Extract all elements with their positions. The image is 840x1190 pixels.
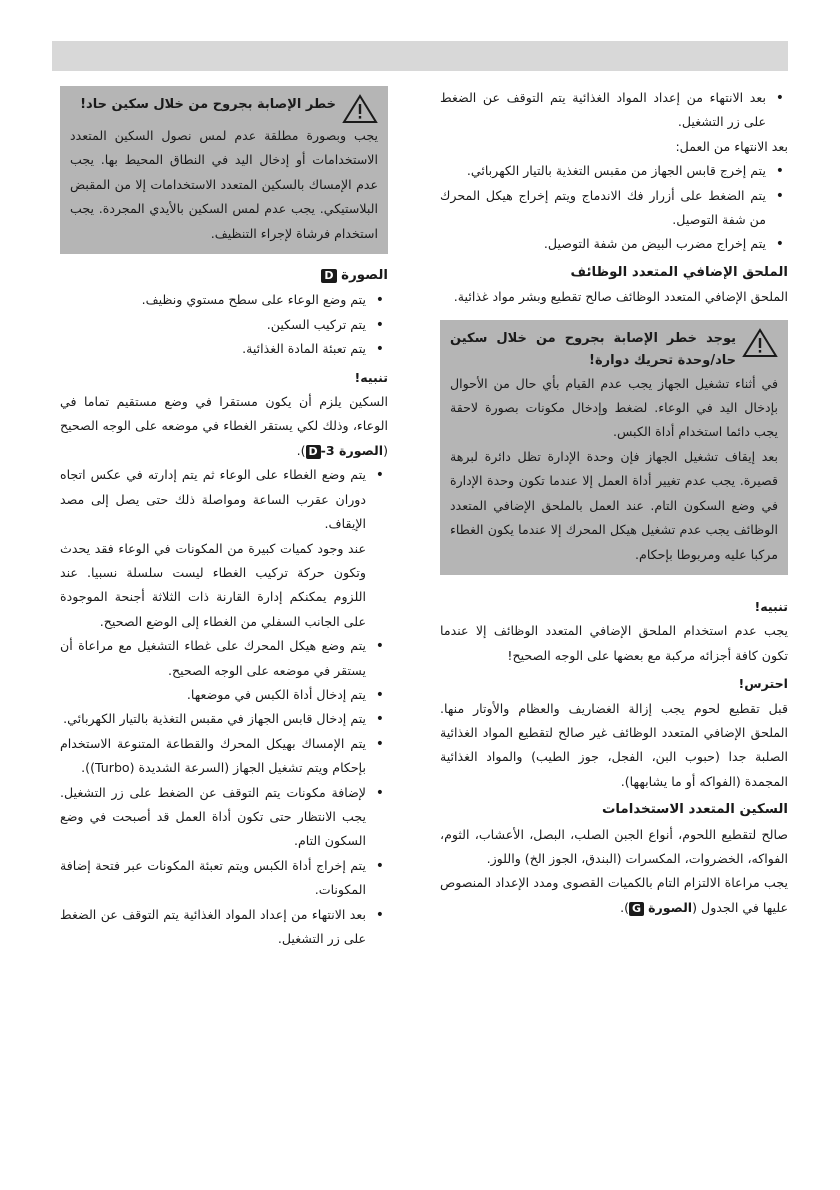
after-work-label: بعد الانتهاء من العمل: xyxy=(675,138,788,154)
figure-heading xyxy=(60,264,388,288)
list-item: • بعد الانتهاء من إعداد المواد الغذائية يتم التوقف عن الضغط على زر التشغيل. xyxy=(440,86,788,135)
list-item: • يتم إدخال أداة الكبس في موضعها. xyxy=(60,683,388,707)
warning-title xyxy=(70,94,378,124)
list-item: • يتم الإمساك بهيكل المحرك والقطاعة المتنوعة الاستخدام بإحكام ويتم تشغيل الجهاز (السرعة الشديدة (Turbo)). xyxy=(60,732,388,781)
text-fragment: ). xyxy=(620,899,630,915)
bullet-list xyxy=(60,463,388,536)
right-column xyxy=(440,86,788,920)
figure-ref: الصورة xyxy=(648,899,693,915)
notice-title: تنبيه! xyxy=(354,369,388,385)
paragraph: يجب عدم استخدام الملحق الإضافي المتعدد الوظائف إلا عندما تكون كافة أجزائه مركبة مع بعضها على الوجه الصحيح! xyxy=(440,623,788,663)
list-item: • يتم تركيب السكين. xyxy=(60,313,388,337)
list-item: • بعد الانتهاء من إعداد المواد الغذائية يتم التوقف عن الضغط على زر التشغيل. xyxy=(60,903,388,952)
text-fragment: ). xyxy=(296,442,306,458)
text-fragment: السكين يلزم أن يكون مستقرا في وضع مستقيم تماما في الوعاء، وذلك لكي يستقر الغطاء في موضعه على الوجه الصحيح ( xyxy=(60,394,388,458)
paragraph: في أثناء تشغيل الجهاز يجب عدم القيام بأي حال من الأحوال بإدخال اليد في الوعاء. لضغط وإدخال مكونات بصورة لاحقة يجب دائما استخدام أداة الكبس. xyxy=(450,375,778,440)
paragraph: يجب وبصورة مطلقة عدم لمس نصول السكين المتعدد الاستخدامات أو إدخال اليد في النطاق المحيط بها. يجب عدم الإمساك بالسكين المتعدد الاستخدامات إلا من المقبض البلاستيكي. يجب عدم لمس السكين بالأيدي المجردة. يجب استخدام فرشاة لإجراء التنظيف. xyxy=(70,128,378,241)
notice-title: تنبيه! xyxy=(754,598,788,614)
warning-title-text: يوجد خطر الإصابة بجروح من خلال سكين حاد/وحدة تحريك دوارة! xyxy=(450,330,736,368)
paragraph: بعد إيقاف تشغيل الجهاز فإن وحدة الإدارة تظل دائرة لبرهة قصيرة. يجب عدم تغيير أداة العمل إلا عندما تكون وحدة الإدارة في وضع السكون التام. عند العمل بالملحق الإضافي المتعدد الوظائف يجب عدم تشغيل هيكل المحرك إلا عندما يكون الغطاء مركبا عليه ومربوطا بإحكام. xyxy=(450,448,778,562)
paragraph xyxy=(440,871,788,920)
list-item: • يتم إخراج أداة الكبس ويتم تعبئة المكونات عبر فتحة إضافة المكونات. xyxy=(60,854,388,903)
list-item: • لإضافة مكونات يتم التوقف عن الضغط على زر التشغيل. يجب الانتظار حتى تكون أداة العمل قد أصبحت في وضع السكون التام. xyxy=(60,781,388,854)
paragraph: قبل تقطيع لحوم يجب إزالة الغضاريف والعظام والأوتار منها. الملحق الإضافي المتعدد الوظائف غير صالح لتقطيع المواد الغذائية الصلبة جدا (حبوب البن، الفجل، جوز الطيب) والمواد الغذائية المجمدة (الفواكه أو ما يشابهها). xyxy=(440,700,788,789)
paragraph: عند وجود كميات كبيرة من المكونات في الوعاء فقد يحدث وتكون حركة تركيب الغطاء ليست سلسلة نسبيا. عند اللزوم يمكنكم إدارة القارنة ذات الثلاثة أجنحة الموجودة على الجانب السفلي من الغطاء إلى الوضع الصحيح. xyxy=(60,540,366,629)
bullet-list xyxy=(440,159,788,257)
paragraph: صالح لتقطيع اللحوم، أنواع الجبن الصلب، البصل، الأعشاب، الثوم، الفواكه، الخضروات، المكسرات (البندق، الجوز الخ) واللوز. xyxy=(440,826,788,866)
warning-box xyxy=(60,86,388,254)
figure-ref: الصورة 3- xyxy=(320,442,384,458)
warning-triangle-icon xyxy=(742,328,778,358)
caution-title: احترس! xyxy=(738,676,788,692)
list-item: • يتم الضغط على أزرار فك الاندماج ويتم إخراج هيكل المحرك من شفة التوصيل. xyxy=(440,184,788,233)
bullet-list xyxy=(60,634,388,951)
left-column xyxy=(60,86,388,951)
list-item: • يتم وضع الغطاء على الوعاء ثم يتم إدارته في عكس اتجاه دوران عقرب الساعة ومواصلة ذلك حتى يصل إلى مصد الإيقاف. xyxy=(60,463,388,536)
figure-letter-badge: D xyxy=(306,445,321,459)
warning-title xyxy=(450,328,778,372)
section-title: السكين المتعدد الاستخدامات xyxy=(601,802,788,818)
warning-triangle-icon xyxy=(342,94,378,124)
figure-letter-badge: D xyxy=(321,269,336,283)
paragraph: الملحق الإضافي المتعدد الوظائف صالح تقطيع وبشر مواد غذائية. xyxy=(453,289,788,305)
warning-box xyxy=(440,320,788,575)
list-item: • يتم إخراج مضرب البيض من شفة التوصيل. xyxy=(440,232,788,256)
header-bar xyxy=(52,41,788,71)
paragraph xyxy=(60,390,388,463)
list-item: • يتم وضع هيكل المحرك على غطاء التشغيل مع مراعاة أن يستقر في موضعه على الوجه الصحيح. xyxy=(60,634,388,683)
list-item: • يتم وضع الوعاء على سطح مستوي ونظيف. xyxy=(60,288,388,312)
list-item: • يتم إدخال قابس الجهاز في مقبس التغذية بالتيار الكهربائي. xyxy=(60,707,388,731)
warning-title-text: خطر الإصابة بجروح من خلال سكين حاد! xyxy=(80,97,336,112)
list-item: • يتم إخرج قابس الجهاز من مقبس التغذية بالتيار الكهربائي. xyxy=(440,159,788,183)
text-fragment: يجب مراعاة الالتزام التام بالكميات القصوى ومدد الإعداد المنصوص عليها في الجدول ( xyxy=(440,875,788,915)
bullet-list xyxy=(60,288,388,361)
list-item: • يتم تعبئة المادة الغذائية. xyxy=(60,337,388,361)
figure-title: الصورة xyxy=(341,268,388,284)
section-title: الملحق الإضافي المتعدد الوظائف xyxy=(570,264,788,280)
figure-letter-badge: G xyxy=(629,902,644,916)
bullet-list xyxy=(440,86,788,135)
